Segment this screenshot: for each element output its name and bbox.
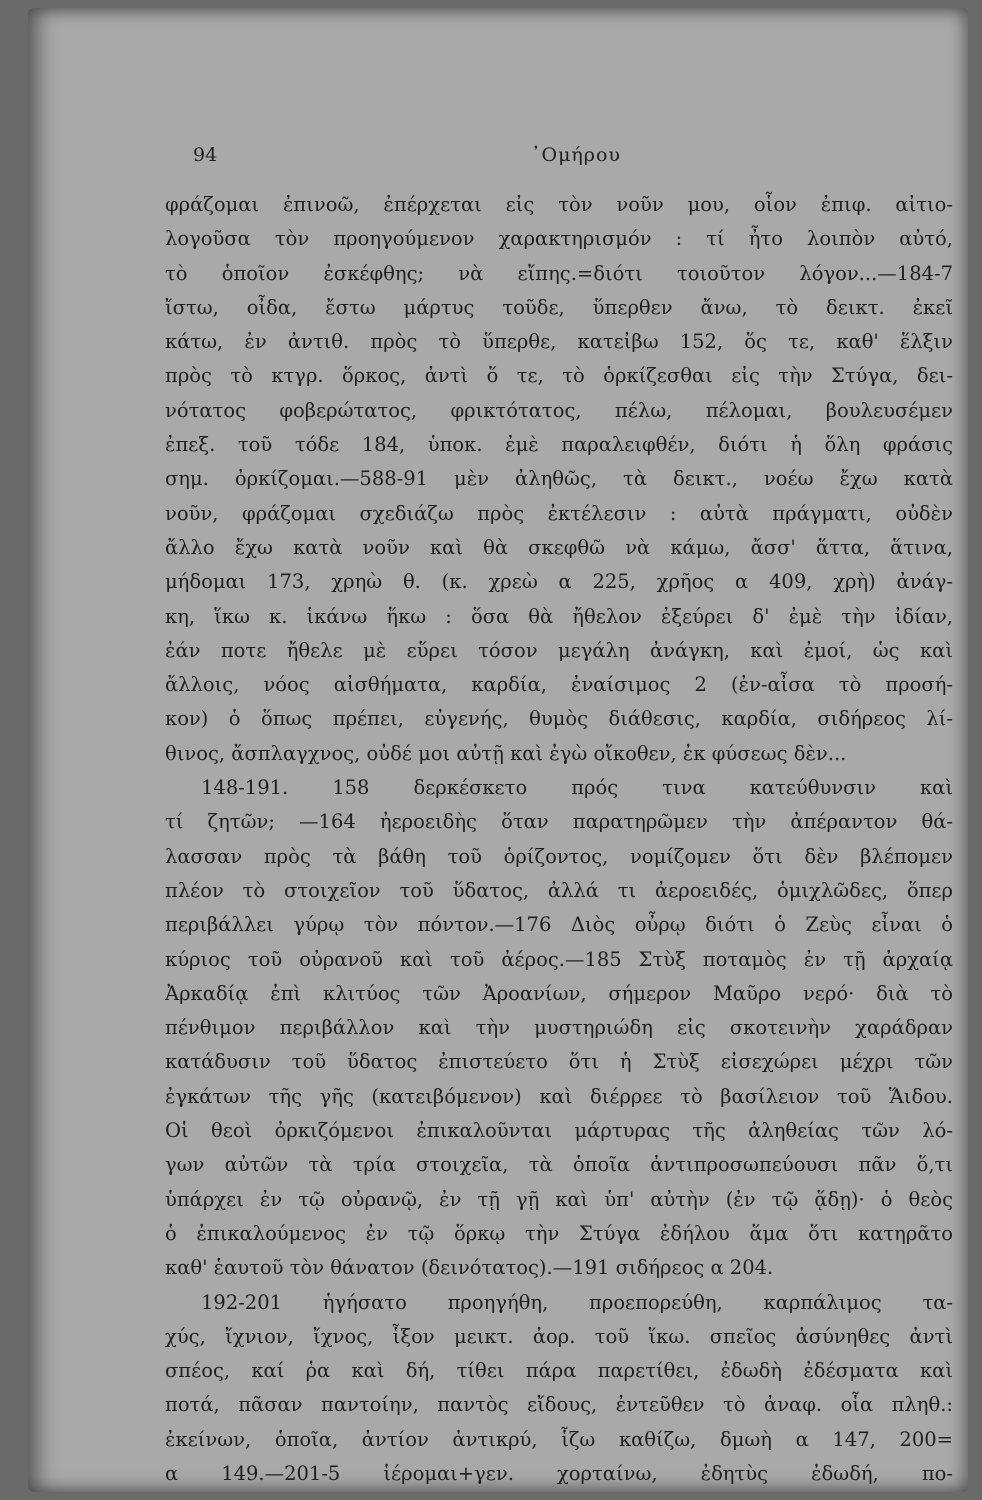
text-line: γων αὐτῶν τὰ τρία στοιχεῖα, τὰ ὁποῖα ἀντιπροσωπεύουσι πᾶν ὅ,τι [165, 1153, 953, 1177]
text-line: ἐκείνων, ὁποῖα, ἀντίον ἀντικρύ, ἷζω καθίζω, δμωὴ α 147, 200= [165, 1427, 953, 1451]
text-line: νοῦν, φράζομαι σχεδιάζω πρὸς ἐκτέλεσιν : αὐτὰ πράγματι, οὐδὲν [165, 501, 953, 525]
text-line: πρὸς τὸ κτγρ. ὅρκος, ἀντὶ ὅ τε, τὸ ὁρκίζεσθαι εἰς τὴν Στύγα, δει- [165, 364, 953, 388]
text-line: ἄλλο ἔχω κατὰ νοῦν καὶ θὰ σκεφθῶ νὰ κάμω, ἄσσ' ἅττα, ἅτινα, [165, 535, 953, 559]
text-line: κον) ὁ ὅπως πρέπει, εὐγενής, θυμὸς διάθεσις, καρδία, σιδήρεος λί- [165, 707, 953, 731]
text-line: νότατος φοβερώτατος, φρικτότατος, πέλω, πέλομαι, βουλευσέμεν [165, 398, 953, 422]
text-line: τὸ ὁποῖον ἐσκέφθης; νὰ εἴπης.=διότι τοιοῦτον λόγον...—184-7 [165, 261, 953, 285]
text-line: περιβάλλει γύρῳ τὸν πόντον.—176 Διὸς οὖρῳ διότι ὁ Ζεὺς εἶναι ὁ [165, 913, 953, 937]
text-line: χύς, ἴχνιον, ἴχνος, ἷξον μεικτ. ἀορ. τοῦ ἵκω. σπεῖος ἀσύνηθες ἀντὶ [165, 1324, 953, 1348]
text-line: κύριος τοῦ οὐρανοῦ καὶ τοῦ ἀέρος.—185 Στὺξ ποταμὸς ἐν τῇ ἀρχαίᾳ [165, 947, 953, 971]
text-line: λογοῦσα τὸν προηγούμενον χαρακτηρισμόν : τί ἦτο λοιπὸν αὐτό, [165, 227, 953, 251]
section-heading-line: 148-191. 158 δερκέσκετο πρός τινα κατεύθυνσιν καὶ [201, 776, 953, 800]
text-line: καθ' ἑαυτοῦ τὸν θάνατον (δεινότατος).—191 σιδήρεος α 204. [165, 1256, 774, 1280]
text-line: λασσαν πρὸς τὰ βάθη τοῦ ὁρίζοντος, νομίζομεν ὅτι δὲν βλέπομεν [165, 844, 953, 868]
commentary-text [165, 188, 953, 1491]
text-line: σημ. ὀρκίζομαι.—588-91 μὲν ἀληθῶς, τὰ δεικτ., νοέω ἔχω κατὰ [165, 467, 953, 491]
text-line: Ἀρκαδίᾳ ἐπὶ κλιτύος τῶν Ἀροανίων, σήμερον Μαῦρο νερό· διὰ τὸ [165, 981, 953, 1005]
text-line: ἐπεξ. τοῦ τόδε 184, ὑποκ. ἐμὲ παραλειφθέν, διότι ἡ ὅλη φράσις [165, 433, 953, 457]
running-title: ᾿Ομήρου [531, 144, 621, 166]
text-line: ἐγκάτων τῆς γῆς (κατειβόμενον) καὶ διέρρεε τὸ βασίλειον τοῦ Ἅιδου. [165, 1084, 953, 1108]
text-line: τί ζητῶν; —164 ἠεροειδὴς ὅταν παρατηρῶμεν τὴν ἀπέραντον θά- [165, 810, 953, 834]
page-number: 94 [193, 144, 218, 166]
text-line: ὁ ἐπικαλούμενος ἐν τῷ ὅρκῳ τὴν Στύγα ἐδήλου ἅμα ὅτι κατηρᾶτο [165, 1221, 953, 1245]
text-line: ὑπάρχει ἐν τῷ οὐρανῷ, ἐν τῇ γῇ καὶ ὑπ' αὐτὴν (ἐν τῷ ᾅδῃ)· ὁ θεὸς [165, 1187, 953, 1211]
text-line: ἄλλοις, νόος αἰσθήματα, καρδία, ἐναίσιμος 2 (ἐν-αἶσα τὸ προσή- [165, 673, 953, 697]
text-line: πλέον τὸ στοιχεῖον τοῦ ὕδατος, ἀλλά τι ἀεροειδές, ὁμιχλῶδες, ὅπερ [165, 878, 953, 902]
text-line: πένθιμον περιβάλλον καὶ τὴν μυστηριώδη εἰς σκοτεινὴν χαράδραν [165, 1016, 953, 1040]
text-line: σπέος, καί ῥα καὶ δή, τίθει πάρα παρετίθει, ἐδωδὴ ἐδέσματα καὶ [165, 1359, 953, 1383]
text-line: ἐάν ποτε ἤθελε μὲ εὕρει τόσον μεγάλη ἀνάγκη, καὶ ἐμοί, ὡς καὶ [165, 638, 953, 662]
text-line: κάτω, ἐν ἀντιθ. πρὸς τὸ ὕπερθε, κατεἰβω 152, ὅς τε, καθ' ἕλξιν [165, 330, 953, 354]
text-line: κη, ἵκω κ. ἱκάνω ἥκω : ὅσα θὰ ἤθελον ἐξεύρει δ' ἐμὲ τὴν ἰδίαν, [165, 604, 953, 628]
text-line: ἴστω, οἶδα, ἔστω μάρτυς τοῦδε, ὕπερθεν ἄνω, τὸ δεικτ. ἐκεῖ [165, 295, 953, 319]
page-header [193, 144, 982, 170]
text-line: μήδομαι 173, χρηὼ θ. (κ. χρεὼ α 225, χρῆος α 409, χρὴ) ἀνάγ- [165, 570, 953, 594]
text-line: φράζομαι ἐπινοῶ, ἐπέρχεται εἰς τὸν νοῦν μου, οἷον ἐπιφ. αἰτιο- [165, 193, 953, 216]
text-line: θινος, ἄσπλαγχνος, οὐδέ μοι αὐτῇ καὶ ἐγὼ οἴκοθεν, ἐκ φύσεως δὲν... [165, 741, 847, 765]
section-heading-line: 192-201 ἡγήσατο προηγήθη, προεπορεύθη, καρπάλιμος τα- [201, 1290, 953, 1314]
text-line: κατάδυσιν τοῦ ὕδατος ἐπιστεύετο ὅτι ἡ Στὺξ εἰσεχώρει μέχρι τῶν [165, 1050, 953, 1074]
text-line: α 149.—201-5 ἱέρομαι+γεν. χορταίνω, ἐδητὺς ἐδωδή, πο- [165, 1461, 953, 1485]
text-line: ποτά, πᾶσαν παντοίην, παντὸς εἴδους, ἐντεῦθεν τὸ ἀναφ. οἷα πληθ.: [165, 1393, 953, 1417]
text-line: Οἱ θεοὶ ὀρκιζόμενοι ἐπικαλοῦνται μάρτυρας τῆς ἀληθείας τῶν λό- [165, 1119, 953, 1143]
